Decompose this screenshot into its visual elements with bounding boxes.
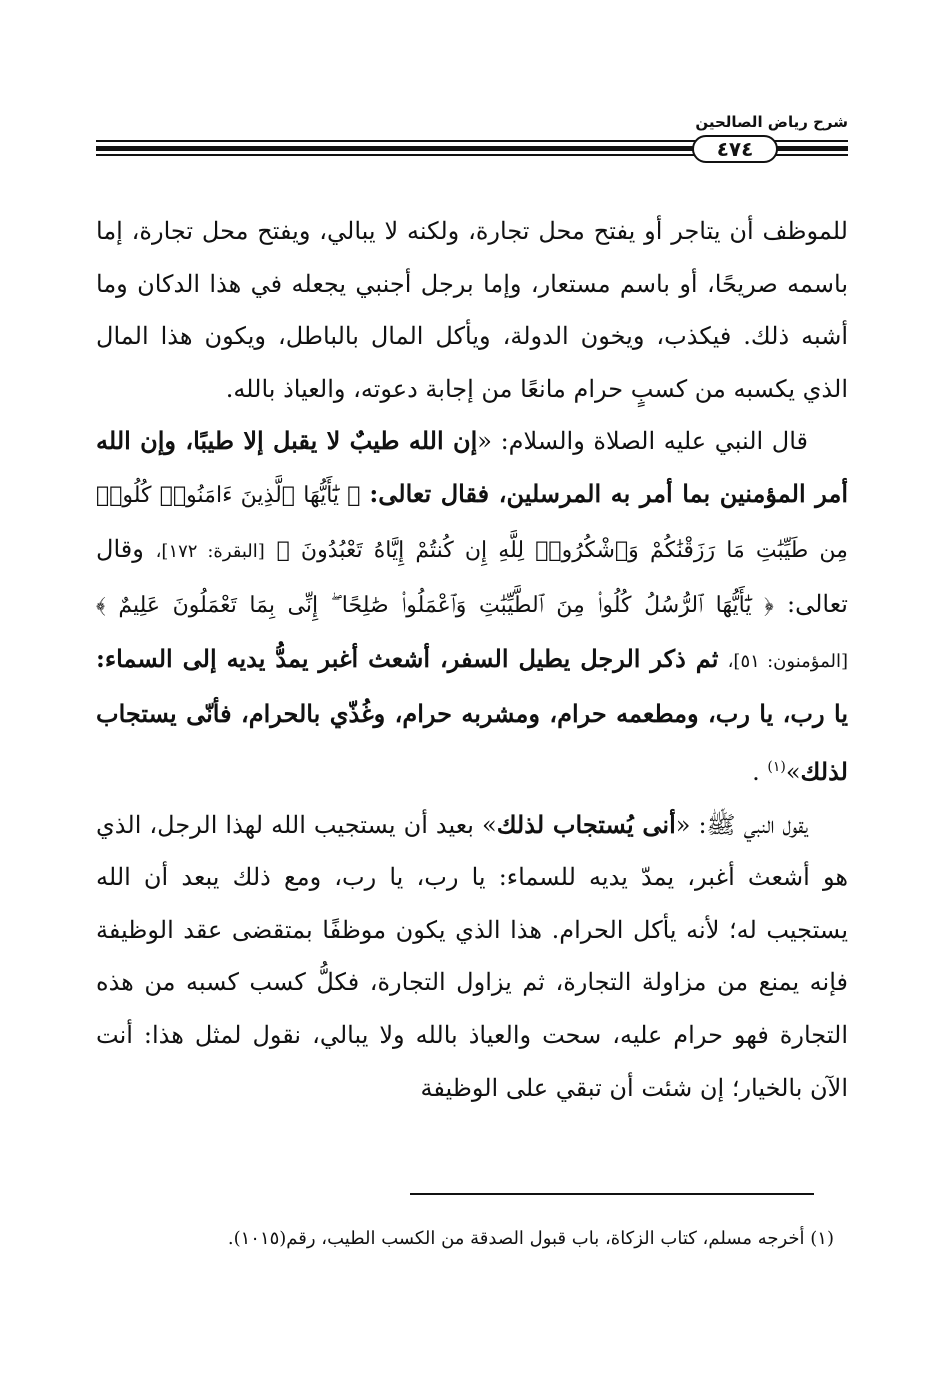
paragraph-3-text: » بعيد أن يستجيب الله لهذا الرجل، الذي هو أشعث أغبر، يمدّ يديه للسماء: يا رب، يا رب، ومع ذلك يبعد أن الله يستجيب له؛ لأنه يأكل الحرام. هذا الذي يكون موظفًا بمتقضى عقد الوظيفة فإنه يمنع من مزاولة التجارة، ثم يزاول التجارة، فكلُّ كسب كسبه من هذه التجارة فهو حرام عليه، سحت والعياذ بالله ولا يبالي، نقول لمثل هذا: أنت الآن بالخيار؛ إن شئت أن تبقي على الوظيفة <box>96 810 848 1102</box>
paragraph-3-intro: يقول النبي ﷺ: « <box>675 810 808 839</box>
footnote: (١) أخرجه مسلم، كتاب الزكاة، باب قبول الصدقة من الكسب الطيب، رقم(١٠١٥). <box>227 1228 834 1249</box>
header-rule <box>96 135 848 161</box>
hadith-text: إن الله طيبٌ لا يقبل إلا طيبًا، وإن الله أمر المؤمنين بما أمر به المرسلين، فقال تعالى: <box>96 426 848 508</box>
main-text <box>96 205 848 1114</box>
running-head-title: شرح رياض الصالحين <box>695 113 848 131</box>
hadith-text-2: ثم ذكر الرجل يطيل السفر، أشعث أغبر يمدُّ يديه إلى السماء: يا رب، يا رب، ومطعمه حرام، ومشربه حرام، وغُذّي بالحرام، فأنّى يستجاب لذلك <box>96 643 848 786</box>
page-number: ٤٧٤ <box>692 135 778 163</box>
paragraph-2-end: . <box>752 757 760 786</box>
footnote-separator <box>410 1193 814 1195</box>
paragraph-2 <box>96 415 848 798</box>
quran-verse-2: ﴿ يَٰٓأَيُّهَا ٱلرُّسُلُ كُلُوا۟ مِنَ ٱلطَّيِّبَٰتِ وَٱعْمَلُوا۟ صَٰلِحًا ۖ إِنِّى بِمَا تَعْمَلُونَ عَلِيمٌ ﴾ <box>96 593 774 619</box>
verse-reference-2: [المؤمنون: ٥١]، <box>727 650 848 672</box>
paragraph-3-quote: أنى يُستجاب لذلك <box>496 809 676 839</box>
footnote-marker: (١) <box>767 758 786 775</box>
paragraph-1: للموظف أن يتاجر أو يفتح محل تجارة، ولكنه لا يبالي، ويفتح محل تجارة، إما باسمه صريحًا، أو باسم مستعار، وإما برجل أجنبي يجعله في هذا الدكان وما أشبه ذلك. فيكذب، ويخون الدولة، ويأكل المال بالباطل، ويكون هذا المال الذي يكسبه من كسبٍ حرام مانعًا من إجابة دعوته، والعياذ بالله. <box>96 217 848 403</box>
paragraph-3 <box>96 799 848 1115</box>
hadith-close-quote: » <box>785 757 801 786</box>
quran-verse-1: ﴿ يَٰٓأَيُّهَا ٱلَّذِينَ ءَامَنُوا۟ كُلُوا۟ مِن طَيِّبَٰتِ مَا رَزَقْنَٰكُمْ وَٱشْكُرُوا۟ لِلَّهِ إِن كُنتُمْ إِيَّاهُ تَعْبُدُونَ ﴾ <box>96 482 848 563</box>
verse-connector: وقال تعالى: <box>96 534 848 619</box>
hadith-intro: قال النبي عليه الصلاة والسلام: « <box>477 427 809 456</box>
verse-reference-1: [البقرة: ١٧٢]، <box>155 540 265 562</box>
